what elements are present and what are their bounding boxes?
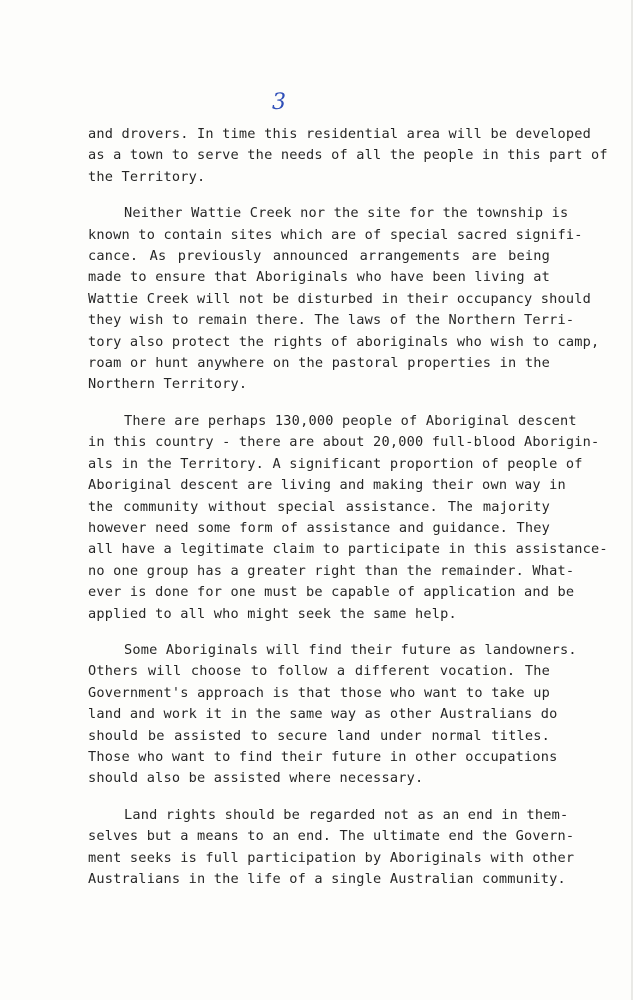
text-line: should be assisted to secure land under normal titles. [88, 727, 550, 744]
text-line: as a town to serve the needs of all the people in this part of [88, 147, 608, 164]
text-line: There are perhaps 130,000 people of Aboriginal descent [124, 412, 577, 429]
paragraph-3 [88, 411, 608, 625]
text-line: the Territory. [88, 168, 206, 185]
text-line: and drovers. In time this residential area will be developed [88, 126, 592, 142]
paragraph-4 [88, 640, 577, 790]
text-line: Wattie Creek will not be disturbed in their occupancy should [88, 290, 592, 307]
text-line: roam or hunt anywhere on the pastoral properties in the [88, 355, 550, 372]
text-line: Land rights should be regarded not as an end in them- [124, 806, 569, 823]
text-line: cance. As previously announced arrangements are being [88, 248, 550, 265]
text-line: Neither Wattie Creek nor the site for the township is [124, 205, 569, 222]
paragraph-2 [88, 203, 600, 396]
text-line: Those who want to find their future in other occupations [88, 748, 558, 765]
text-line: Northern Territory. [88, 376, 248, 393]
text-line: ment seeks is full participation by Aboriginals with other [88, 849, 575, 866]
text-line: land and work it in the same way as other Australians do [88, 706, 558, 723]
text-line: made to ensure that Aboriginals who have been living at [88, 269, 550, 286]
text-line: selves but a means to an end. The ultimate end the Govern- [88, 828, 575, 845]
document-body [88, 124, 608, 905]
text-line: they wish to remain there. The laws of the Northern Terri- [88, 312, 575, 329]
text-line: however need some form of assistance and guidance. They [88, 519, 550, 536]
text-line: should also be assisted where necessary. [88, 770, 424, 787]
text-line: no one group has a greater right than the remainder. What- [88, 562, 575, 579]
paragraph-5 [88, 805, 575, 891]
text-line: the community without special assistance. The majority [88, 498, 550, 515]
text-line: applied to all who might seek the same help. [88, 605, 457, 622]
text-line: Some Aboriginals will find their future as landowners. [124, 641, 577, 658]
text-line: Australians in the life of a single Australian community. [88, 871, 566, 887]
text-line: in this country - there are about 20,000 full-blood Aborigin- [88, 434, 600, 451]
page-number: 3 [272, 90, 286, 115]
text-line: all have a legitimate claim to participate in this assistance- [88, 541, 608, 558]
text-line: known to contain sites which are of special sacred signifi- [88, 226, 583, 243]
text-line: tory also protect the rights of aboriginals who wish to camp, [88, 333, 600, 350]
paragraph-1 [88, 124, 608, 188]
text-line: ever is done for one must be capable of application and be [88, 584, 575, 601]
text-line: Government's approach is that those who want to take up [88, 684, 550, 701]
text-line: Aboriginal descent are living and making their own way in [88, 477, 566, 494]
text-line: Others will choose to follow a different vocation. The [88, 663, 550, 680]
text-line: als in the Territory. A significant proportion of people of [88, 455, 583, 472]
